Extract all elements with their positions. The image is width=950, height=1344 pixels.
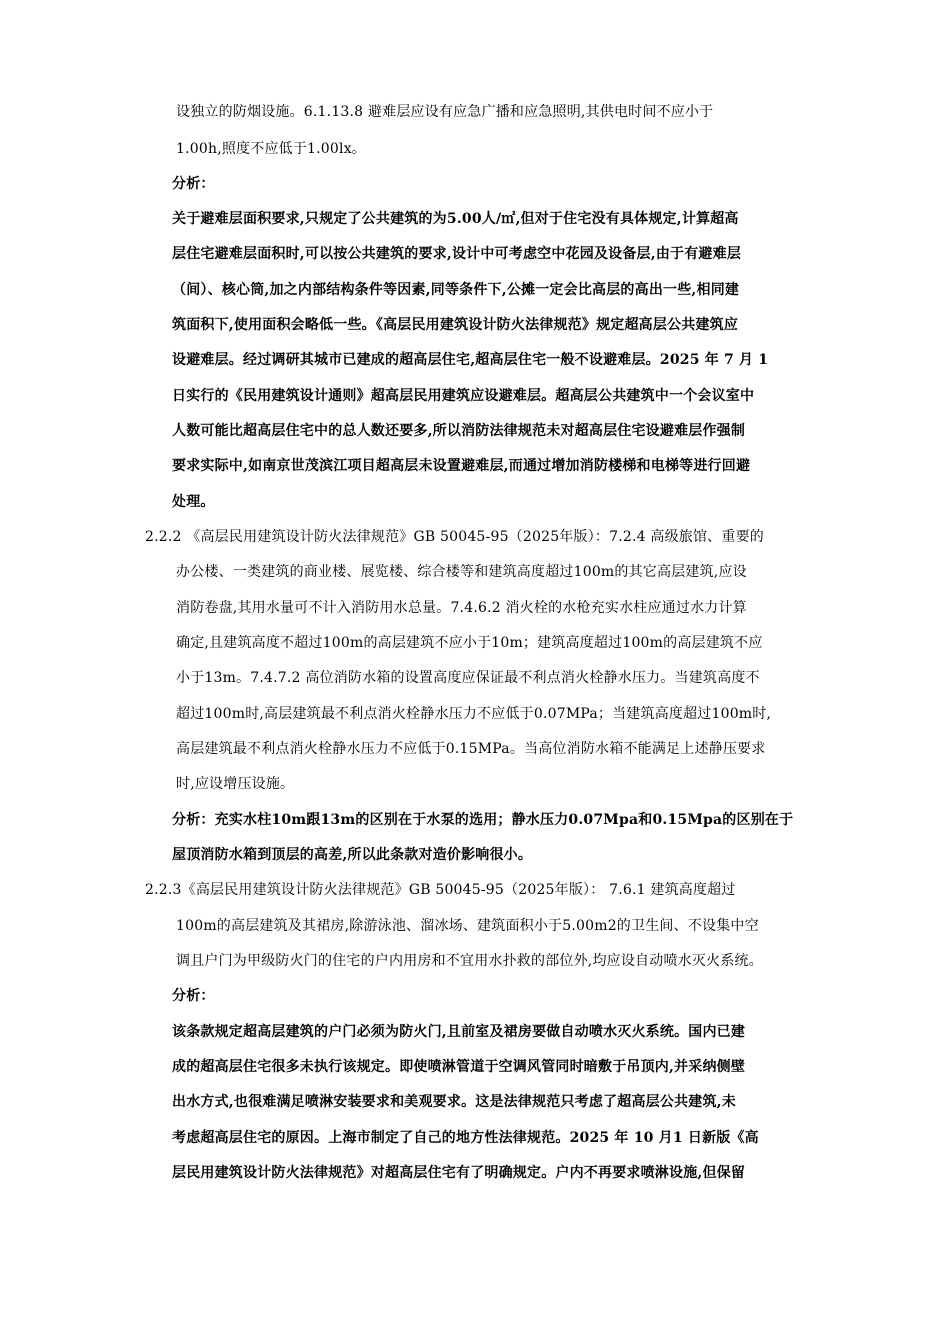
clause-line: 确定,且建筑高度不超过100m的高层建筑不应小于10m；建筑高度超过100m的高层建筑不应	[176, 635, 763, 651]
clause-line: 高层建筑最不利点消火栓静水压力不应低于0.15MPa。当高位消防水箱不能满足上述静压要求	[176, 741, 766, 757]
clause-line: 100m的高层建筑及其裙房,除游泳池、溜冰场、建筑面积小于5.00m2的卫生间、不设集中空	[176, 918, 759, 934]
analysis-heading: 分析：	[172, 988, 215, 1004]
analysis-line: 出水方式,也很难满足喷淋安装要求和美观要求。这是法律规范只考虑了超高层公共建筑,未	[172, 1094, 736, 1110]
analysis-line: 该条款规定超高层建筑的户门必须为防火门,且前室及裙房要做自动喷水灭火系统。国内已建	[172, 1024, 746, 1040]
analysis-line: 要求实际中,如南京世茂滨江项目超高层未设置避难层,而通过增加消防楼梯和电梯等进行回避	[172, 458, 751, 474]
analysis-line: 层民用建筑设计防火法律规范》对超高层住宅有了明确规定。户内不再要求喷淋设施,但保留	[172, 1165, 746, 1181]
analysis-line: 关于避难层面积要求,只规定了公共建筑的为5.00人/㎡,但对于住宅没有具体规定,计算超高	[172, 211, 739, 227]
text-line: 1.00h,照度不应低于1.00lx。	[176, 141, 366, 157]
clause-line: 2.2.3《高层民用建筑设计防火法律规范》GB 50045-95（2025年版）： 7.6.1 建筑高度超过	[145, 882, 736, 898]
clause-line: 超过100m时,高层建筑最不利点消火栓静水压力不应低于0.07MPa；当建筑高度超过100m时,	[176, 706, 772, 722]
analysis-line: 屋顶消防水箱到顶层的高差,所以此条款对造价影响很小。	[172, 847, 533, 863]
clause-line: 办公楼、一类建筑的商业楼、展览楼、综合楼等和建筑高度超过100m的其它高层建筑,应设	[176, 564, 747, 580]
clause-line: 小于13m。7.4.7.2 高位消防水箱的设置高度应保证最不利点消火栓静水压力。当建筑高度不	[176, 670, 760, 686]
analysis-line: 成的超高层住宅很多未执行该规定。即使喷淋管道于空调风管同时暗敷于吊顶内,并采纳侧壁	[172, 1059, 746, 1075]
text-line: 设独立的防烟设施。6.1.13.8 避难层应设有应急广播和应急照明,其供电时间不应小于	[176, 104, 714, 120]
analysis-line: 处理。	[172, 494, 215, 510]
analysis-line: 考虑超高层住宅的原因。上海市制定了自己的地方性法律规范。2025 年 10 月1 日新版《高	[172, 1130, 759, 1146]
analysis-line: （间）、核心筒,加之内部结构条件等因素,同等条件下,公摊一定会比高层的高出一些,相同建	[172, 282, 740, 298]
clause-line: 时,应设增压设施。	[176, 776, 295, 792]
analysis-heading: 分析：	[172, 176, 215, 192]
analysis-line: 分析：充实水柱10m跟13m的区别在于水泵的选用；静水压力0.07Mpa和0.15Mpa的区别在于	[172, 812, 794, 828]
analysis-line: 设避难层。经过调研其城市已建成的超高层住宅,超高层住宅一般不设避难层。2025 年 7 月 1	[172, 352, 769, 368]
clause-line: 调且户门为甲级防火门的住宅的户内用房和不宜用水扑救的部位外,均应设自动喷水灭火系统。	[176, 953, 763, 969]
analysis-line: 人数可能比超高层住宅中的总人数还要多,所以消防法律规范未对超高层住宅设避难层作强制	[172, 423, 746, 439]
analysis-line: 筑面积下,使用面积会略低一些。《高层民用建筑设计防火法律规范》规定超高层公共建筑应	[172, 317, 739, 333]
clause-line: 消防卷盘,其用水量可不计入消防用水总量。7.4.6.2 消火栓的水枪充实水柱应通过水力计算	[176, 600, 747, 616]
analysis-line: 日实行的《民用建筑设计通则》超高层民用建筑应设避难层。超高层公共建筑中一个会议室中	[172, 388, 755, 404]
clause-line: 2.2.2 《高层民用建筑设计防火法律规范》GB 50045-95（2025年版）：7.2.4 高级旅馆、重要的	[145, 529, 764, 545]
analysis-line: 层住宅避难层面积时,可以按公共建筑的要求,设计中可考虑空中花园及设备层,由于有避难层	[172, 246, 742, 262]
